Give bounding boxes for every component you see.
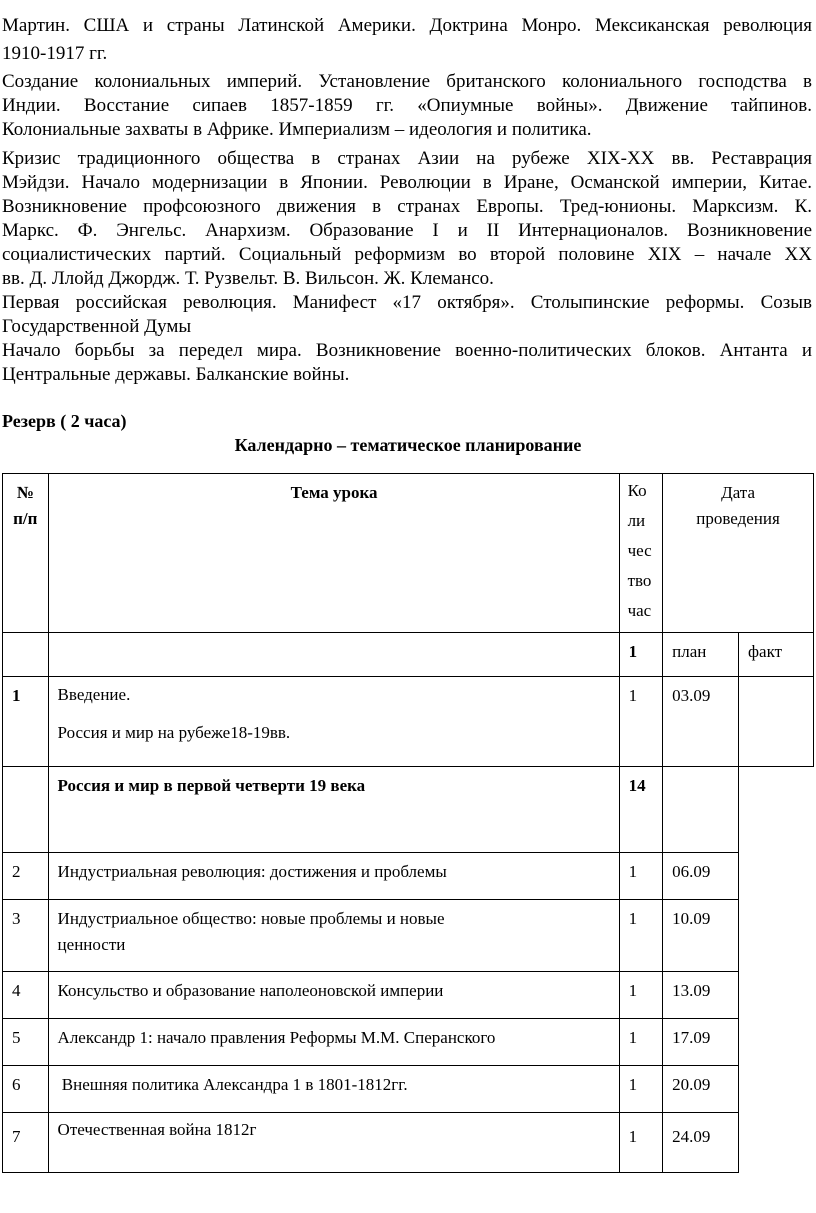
header-date-line2: проведения <box>696 509 780 528</box>
row-topic-line1: Введение. <box>57 685 131 704</box>
subheader-hours <box>619 633 663 677</box>
row-num-value: 2 <box>12 862 21 881</box>
header-hours <box>619 474 663 633</box>
row-fact-value <box>739 972 813 978</box>
row-topic <box>48 1019 619 1066</box>
row-num-value: 7 <box>12 1127 21 1146</box>
row-topic-line2: ценности <box>57 935 126 954</box>
row-fact-value <box>739 1019 813 1025</box>
row-plan <box>663 900 739 972</box>
row-hours-value: 1 <box>628 1075 638 1094</box>
row-hours <box>619 767 663 853</box>
header-date-line1: Дата <box>721 483 755 502</box>
table-row <box>3 1019 814 1066</box>
row-num <box>3 1019 49 1066</box>
row-num <box>3 972 49 1019</box>
row-num-value <box>3 767 48 773</box>
row-num <box>3 677 49 767</box>
row-hours-value: 14 <box>628 776 646 795</box>
header-num-line1: № <box>16 483 34 502</box>
row-plan <box>663 767 739 853</box>
row-num <box>3 853 49 900</box>
header-topic-label: Тема урока <box>290 483 378 502</box>
row-topic-line1: Индустриальное общество: новые проблемы и новые <box>57 909 445 928</box>
row-hours <box>619 900 663 972</box>
table-header-row <box>3 474 814 633</box>
table-row <box>3 853 814 900</box>
row-fact-value <box>739 1066 813 1072</box>
header-num <box>3 474 49 633</box>
row-num <box>3 900 49 972</box>
row-fact <box>739 1113 814 1173</box>
row-plan-value: 24.09 <box>672 1127 711 1146</box>
row-hours-value: 1 <box>628 862 638 881</box>
row-num <box>3 1066 49 1113</box>
header-hours-line: тво <box>627 571 652 590</box>
table-row <box>3 1113 814 1173</box>
subheader-empty <box>48 633 619 677</box>
text-line: Маркс. Ф. Энгельс. Анархизм. Образование I и II Интернационалов. Возникновение <box>2 220 812 241</box>
row-fact <box>739 1019 814 1066</box>
row-fact <box>739 900 814 972</box>
row-hours <box>619 677 663 767</box>
row-fact-value <box>739 900 813 906</box>
row-plan <box>663 853 739 900</box>
text-line: Центральные державы. Балканские войны. <box>2 364 350 385</box>
text-line: Возникновение профсоюзного движения в странах Европы. Тред-юнионы. Марксизм. К. <box>2 196 812 217</box>
row-plan-value: 10.09 <box>672 909 711 928</box>
row-num <box>3 1113 49 1173</box>
row-hours <box>619 1066 663 1113</box>
row-topic <box>48 972 619 1019</box>
row-topic-value: Отечественная война 1812г <box>57 1120 257 1139</box>
row-hours-value: 1 <box>628 909 638 928</box>
row-plan-value <box>663 767 738 773</box>
paragraph-asia-crisis <box>2 147 812 291</box>
table-section-row <box>3 767 814 853</box>
header-hours-line: ли <box>627 511 646 530</box>
text-line: Индии. Восстание сипаев 1857-1859 гг. «Опиумные войны». Движение тайпинов. <box>2 95 812 116</box>
row-topic <box>48 677 619 767</box>
text-line: Кризис традиционного общества в странах Азии на рубеже XIX-XX вв. Реставрация <box>2 148 812 169</box>
row-plan-value: 20.09 <box>672 1075 711 1094</box>
reserve-label: Резерв ( 2 часа) <box>2 411 127 431</box>
row-num-value: 3 <box>12 909 21 928</box>
row-fact <box>739 767 814 853</box>
subheader-fact-label: факт <box>748 642 783 661</box>
row-topic-value: Консульство и образование наполеоновской империи <box>57 981 444 1000</box>
text-line: Государственной Думы <box>2 316 192 337</box>
paragraph-redivision <box>2 339 812 387</box>
subheader-plan <box>663 633 739 677</box>
header-num-line2: п/п <box>13 509 38 528</box>
row-num <box>3 767 49 853</box>
row-plan <box>663 677 739 767</box>
row-plan-value: 17.09 <box>672 1028 711 1047</box>
row-topic <box>48 900 619 972</box>
row-topic-line2: Россия и мир на рубеже18-19вв. <box>57 723 291 742</box>
header-topic <box>48 474 619 633</box>
row-plan-value: 03.09 <box>672 686 711 705</box>
row-hours-value: 1 <box>628 1028 638 1047</box>
row-fact <box>739 1066 814 1113</box>
row-fact-value <box>739 677 813 683</box>
table-row <box>3 1066 814 1113</box>
subheader-hours-value: 1 <box>628 642 638 661</box>
row-plan <box>663 1113 739 1173</box>
table-row <box>3 677 814 767</box>
row-hours <box>619 1113 663 1173</box>
planning-table <box>2 473 814 1173</box>
row-topic <box>48 853 619 900</box>
paragraph-monroe <box>2 14 812 66</box>
row-num-value: 4 <box>12 981 21 1000</box>
row-topic-value: Индустриальная революция: достижения и проблемы <box>57 862 447 881</box>
text-line: Первая российская революция. Манифест «17 октября». Столыпинские реформы. Созыв <box>2 292 812 313</box>
row-hours <box>619 853 663 900</box>
paragraph-russian-revolution <box>2 291 812 339</box>
subheader-empty <box>3 633 49 677</box>
row-topic <box>48 767 619 853</box>
text-line: 1910-1917 гг. <box>2 43 108 64</box>
table-title: Календарно – тематическое планирование <box>234 435 582 455</box>
row-num-value: 6 <box>12 1075 21 1094</box>
row-fact-value <box>739 767 813 773</box>
header-date <box>663 474 814 633</box>
row-hours <box>619 1019 663 1066</box>
row-hours-value: 1 <box>628 686 638 705</box>
text-line: Начало борьбы за передел мира. Возникновение военно-политических блоков. Антанта и <box>2 340 812 361</box>
row-fact-value <box>739 1113 813 1119</box>
row-topic <box>48 1066 619 1113</box>
row-topic <box>48 1113 619 1173</box>
table-row <box>3 972 814 1019</box>
subheader-fact <box>739 633 814 677</box>
table-subheader-row <box>3 633 814 677</box>
header-hours-line: Ко <box>627 481 647 500</box>
row-plan-value: 13.09 <box>672 981 711 1000</box>
paragraph-colonial-empires <box>2 70 812 142</box>
table-row <box>3 900 814 972</box>
row-plan-value: 06.09 <box>672 862 711 881</box>
row-num-value: 5 <box>12 1028 21 1047</box>
row-hours-value: 1 <box>628 1127 638 1146</box>
row-plan <box>663 1019 739 1066</box>
row-fact <box>739 677 814 767</box>
subheader-plan-label: план <box>672 642 707 661</box>
text-line: Мартин. США и страны Латинской Америки. Доктрина Монро. Мексиканская революция <box>2 15 812 36</box>
row-fact <box>739 972 814 1019</box>
text-line: Создание колониальных империй. Установление британского колониального господства в <box>2 71 812 92</box>
row-hours-value: 1 <box>628 981 638 1000</box>
header-hours-line: чес <box>627 541 652 560</box>
row-hours <box>619 972 663 1019</box>
header-hours-line: час <box>627 601 652 620</box>
row-plan <box>663 1066 739 1113</box>
row-num-value: 1 <box>12 686 21 705</box>
row-topic-value: Внешняя политика Александра 1 в 1801-1812гг. <box>57 1075 408 1094</box>
row-plan <box>663 972 739 1019</box>
section-title: Россия и мир в первой четверти 19 века <box>57 776 366 795</box>
text-line: Мэйдзи. Начало модернизации в Японии. Революции в Иране, Османской империи, Китае. <box>2 172 812 193</box>
text-line: социалистических партий. Социальный реформизм во второй половине XIX – начале XX <box>2 244 812 265</box>
row-fact-value <box>739 853 813 859</box>
text-line: Колониальные захваты в Африке. Империализм – идеология и политика. <box>2 119 592 140</box>
row-topic-value: Александр 1: начало правления Реформы М.М. Сперанского <box>57 1028 496 1047</box>
row-fact <box>739 853 814 900</box>
text-line: вв. Д. Ллойд Джордж. Т. Рузвельт. В. Вильсон. Ж. Клемансо. <box>2 268 494 289</box>
